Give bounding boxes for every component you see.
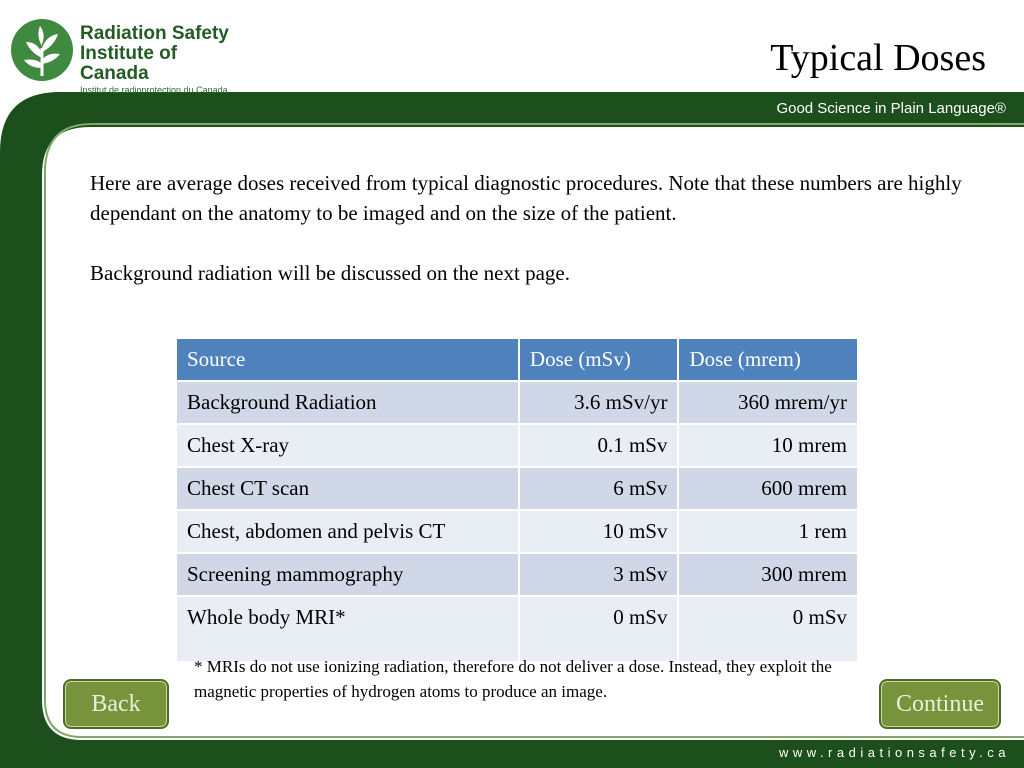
intro-paragraph-1: Here are average doses received from typical diagnostic procedures. Note that these numbers are highly dependant on the anatomy to be imaged and on the size of the patient. (90, 171, 962, 225)
brand-name-french: Institut de radioprotection du Canada (80, 85, 228, 95)
continue-button[interactable]: Continue (879, 679, 1001, 729)
cell-dose-mrem: 0 mSv (678, 596, 858, 662)
cell-dose-msv: 0 mSv (519, 596, 679, 662)
cell-source: Chest, abdomen and pelvis CT (176, 510, 519, 553)
cell-dose-mrem: 600 mrem (678, 467, 858, 510)
table-header-row (176, 338, 858, 381)
page-title: Typical Doses (770, 37, 986, 79)
cell-source: Screening mammography (176, 553, 519, 596)
cell-dose-msv: 3 mSv (519, 553, 679, 596)
column-header-dose-msv: Dose (mSv) (519, 338, 679, 381)
table-row (176, 510, 858, 553)
cell-dose-msv: 3.6 mSv/yr (519, 381, 679, 424)
cell-dose-msv: 6 mSv (519, 467, 679, 510)
brand-tagline: Good Science in Plain Language® (776, 100, 1006, 117)
cell-dose-msv: 0.1 mSv (519, 424, 679, 467)
mri-footnote: * MRIs do not use ionizing radiation, therefore do not deliver a dose. Instead, they exploit the magnetic properties of hydrogen atoms to produce an image. (194, 657, 832, 701)
cell-source: Chest CT scan (176, 467, 519, 510)
column-header-source: Source (176, 338, 519, 381)
table-row (176, 596, 858, 662)
cell-dose-mrem: 300 mrem (678, 553, 858, 596)
cell-dose-mrem: 1 rem (678, 510, 858, 553)
doses-table (175, 337, 859, 663)
table-row (176, 467, 858, 510)
brand-name-line2: Institute of Canada (80, 43, 178, 84)
table-row (176, 424, 858, 467)
table-row (176, 553, 858, 596)
website-url: www.radiationsafety.ca (779, 745, 1010, 760)
cell-source: Whole body MRI* (176, 596, 519, 662)
brand-name-line1: Radiation Safety (80, 23, 229, 44)
column-header-dose-mrem: Dose (mrem) (678, 338, 858, 381)
intro-text (90, 168, 970, 288)
back-button[interactable]: Back (63, 679, 169, 729)
intro-paragraph-2: Background radiation will be discussed on the next page. (90, 261, 570, 285)
cell-dose-mrem: 360 mrem/yr (678, 381, 858, 424)
cell-dose-msv: 10 mSv (519, 510, 679, 553)
cell-dose-mrem: 10 mrem (678, 424, 858, 467)
cell-source: Background Radiation (176, 381, 519, 424)
table-row (176, 381, 858, 424)
cell-source: Chest X-ray (176, 424, 519, 467)
